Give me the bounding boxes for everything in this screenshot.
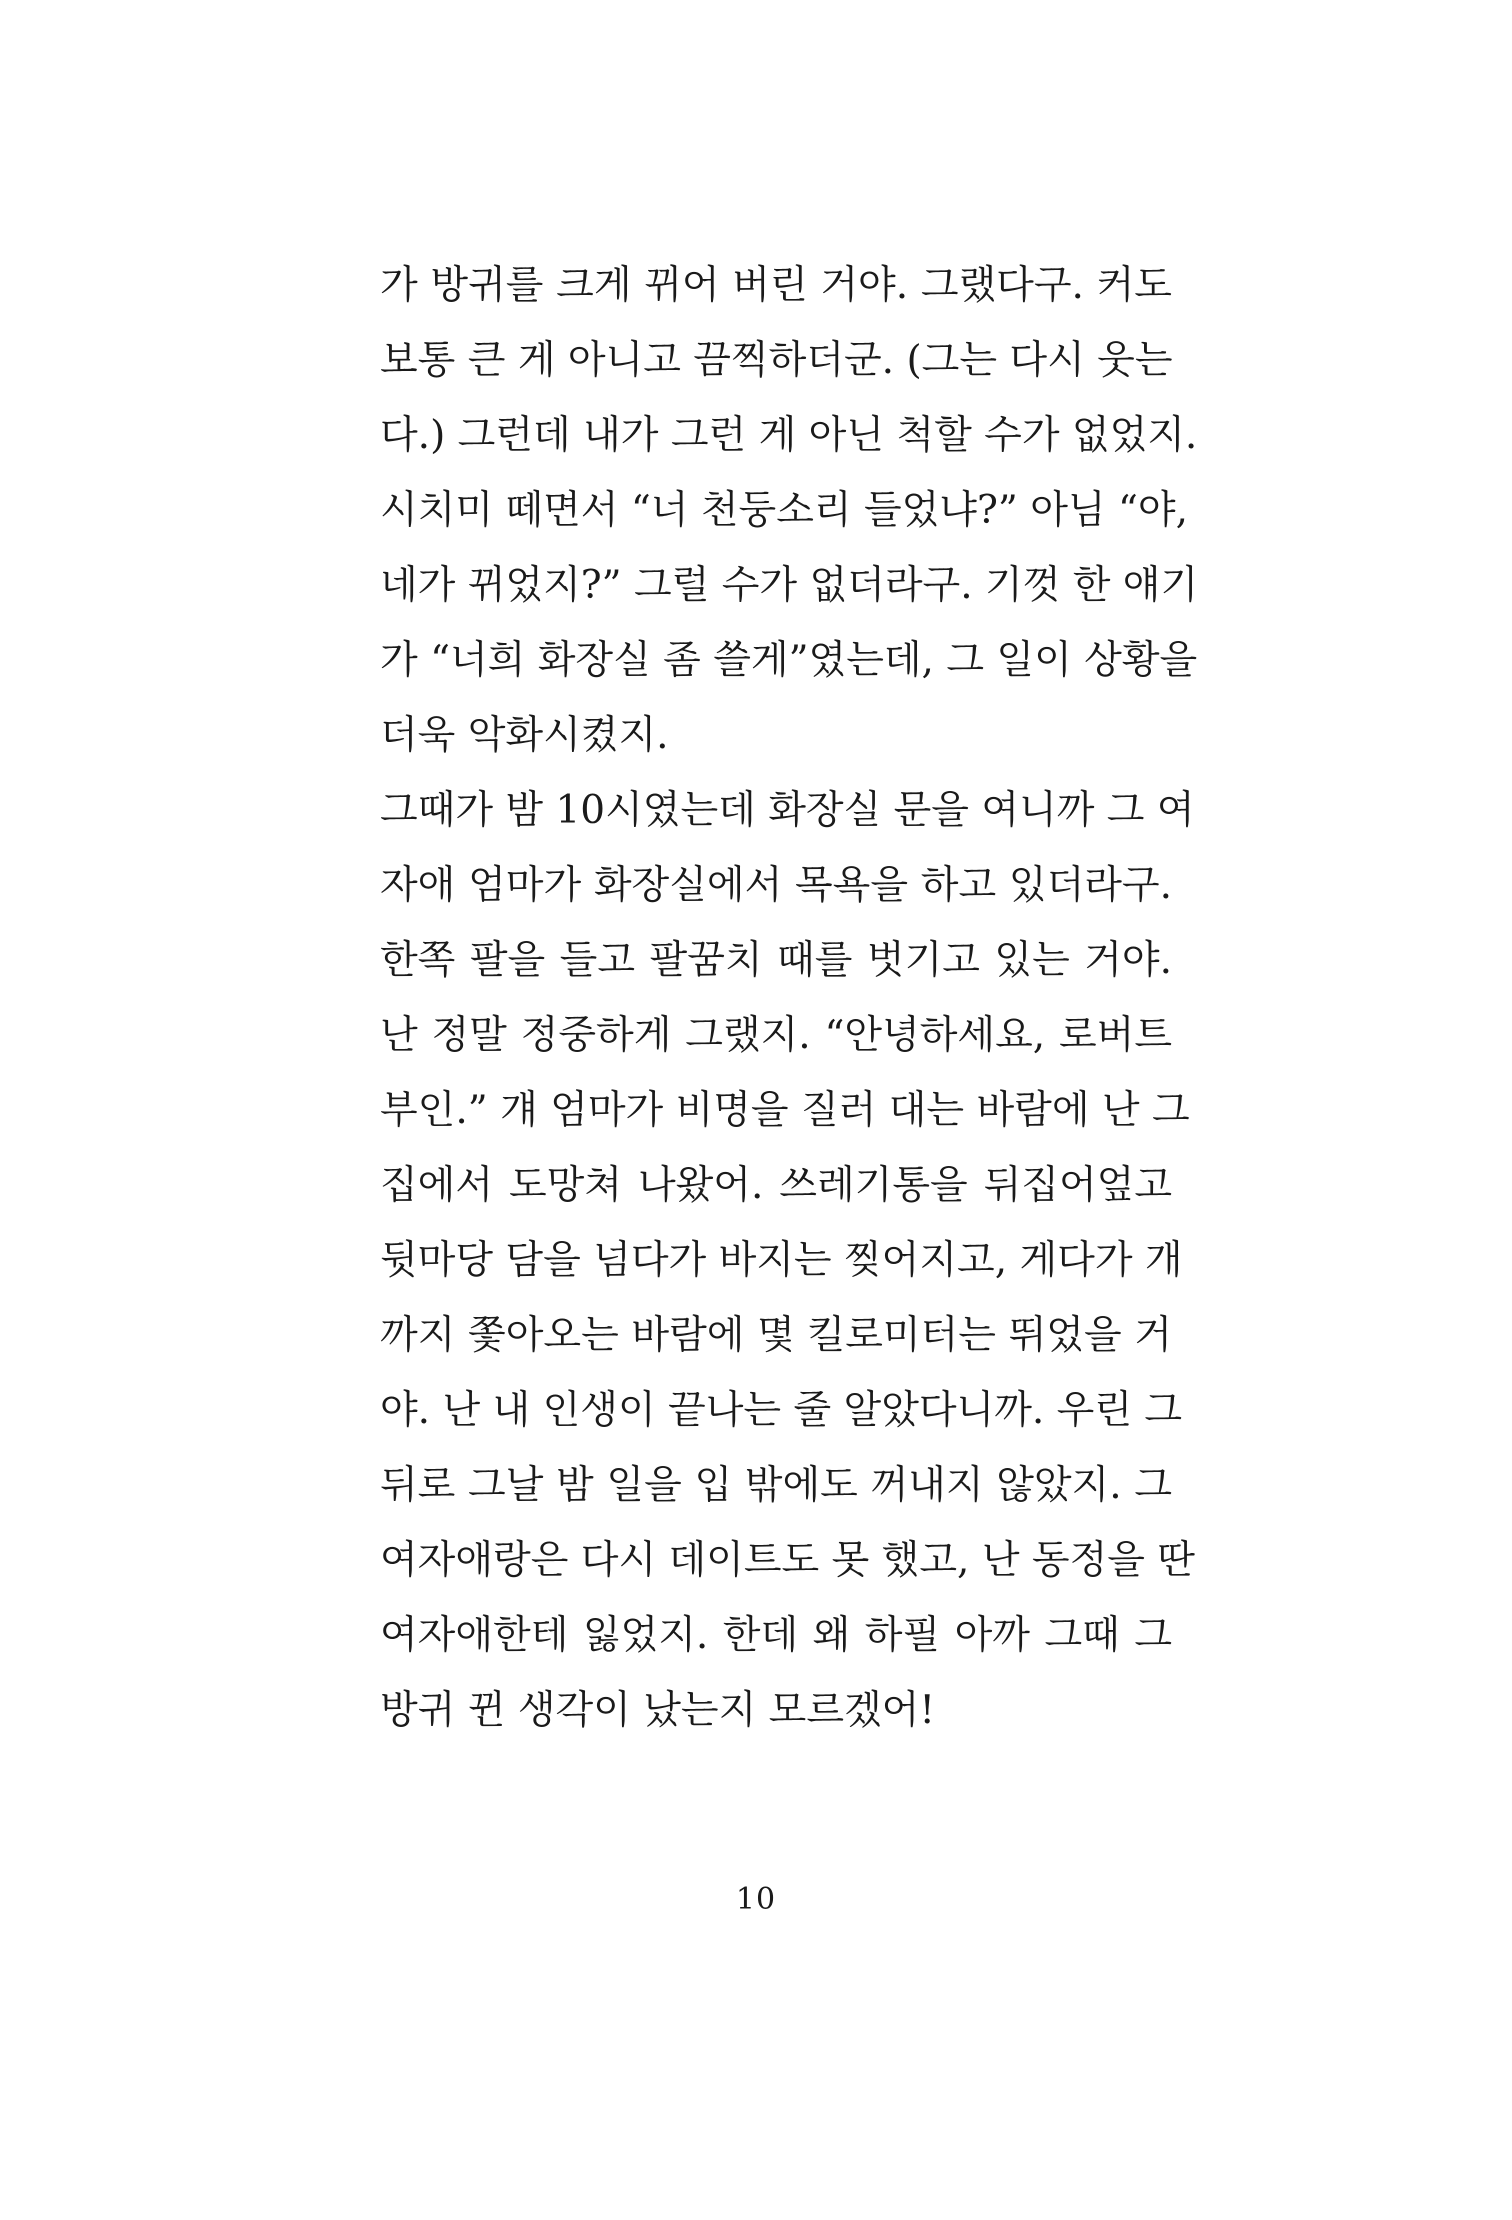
text-line: 집에서 도망쳐 나왔어. 쓰레기통을 뒤집어엎고 — [380, 1163, 1172, 1208]
text-line: 자애 엄마가 화장실에서 목욕을 하고 있더라구. — [380, 863, 1172, 908]
text-line: 난 정말 정중하게 그랬지. “안녕하세요, 로버트 — [380, 1013, 1172, 1058]
text-line: 까지 쫓아오는 바람에 몇 킬로미터는 뛰었을 거 — [380, 1313, 1172, 1358]
text-line: 방귀 뀐 생각이 났는지 모르겠어! — [380, 1688, 936, 1733]
text-line: 뒤로 그날 밤 일을 입 밖에도 꺼내지 않았지. 그 — [380, 1463, 1172, 1508]
text-line: 여자애랑은 다시 데이트도 못 했고, 난 동정을 딴 — [380, 1538, 1195, 1583]
text-line: 시치미 떼면서 “너 천둥소리 들었냐?” 아님 “야, — [380, 488, 1188, 533]
text-line: 그때가 밤 10시였는데 화장실 문을 여니까 그 여 — [380, 788, 1195, 833]
text-line: 야. 난 내 인생이 끝나는 줄 알았다니까. 우린 그 — [380, 1388, 1183, 1433]
text-line: 보통 큰 게 아니고 끔찍하더군. (그는 다시 웃는 — [380, 338, 1173, 383]
text-line: 더욱 악화시켰지. — [380, 713, 669, 758]
text-line: 한쪽 팔을 들고 팔꿈치 때를 벗기고 있는 거야. — [380, 938, 1172, 983]
text-line: 다.) 그런데 내가 그런 게 아닌 척할 수가 없었지. — [380, 413, 1198, 458]
text-line: 가 “너희 화장실 좀 쓸게”였는데, 그 일이 상황을 — [380, 638, 1198, 683]
text-line: 가 방귀를 크게 뀌어 버린 거야. 그랬다구. 커도 — [380, 263, 1172, 308]
text-line: 여자애한테 잃었지. 한데 왜 하필 아까 그때 그 — [380, 1613, 1172, 1658]
page-number: 10 — [735, 1882, 777, 1917]
text-line: 부인.” 걔 엄마가 비명을 질러 대는 바람에 난 그 — [380, 1088, 1190, 1133]
text-line: 뒷마당 담을 넘다가 바지는 찢어지고, 게다가 개 — [380, 1238, 1183, 1283]
text-line: 네가 뀌었지?” 그럴 수가 없더라구. 기껏 한 얘기 — [380, 563, 1199, 608]
body-text — [380, 248, 1199, 1748]
